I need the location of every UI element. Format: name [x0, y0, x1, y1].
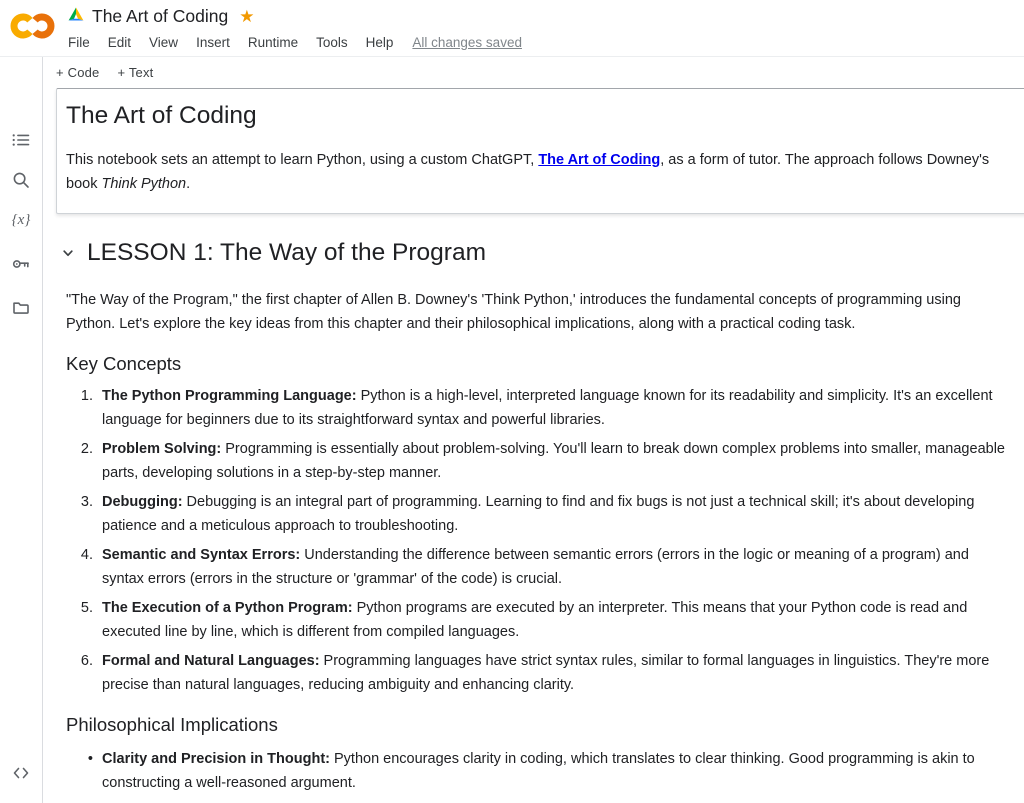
menu-view[interactable]: View [149, 35, 179, 50]
list-item [66, 491, 1010, 538]
lesson-intro-line2: Python. Let's explore the key ideas from this chapter and their philosophical implications, along with a practical coding task. [66, 315, 856, 332]
save-status[interactable]: All changes saved [412, 35, 522, 50]
intro-heading: The Art of Coding [66, 102, 257, 129]
list-item-label: Problem Solving: [102, 441, 222, 457]
list-item-label: Semantic and Syntax Errors: [102, 547, 301, 563]
markdown-cell-lesson1[interactable] [56, 236, 1010, 795]
menu-bar [62, 30, 522, 55]
files-icon[interactable] [12, 298, 30, 321]
list-item-label: Debugging: [102, 494, 183, 510]
add-code-button[interactable]: + Code [56, 65, 100, 80]
table-of-contents-icon[interactable] [12, 131, 31, 154]
list-item-text: Understanding the difference between semantic errors (errors in the logic or meaning of a program) and syntax errors (errors in the structure or 'grammar' of the code) is crucial. [102, 547, 969, 587]
list-item-text: Programming languages have strict syntax rules, similar to formal languages in linguistics. They're more precise than natural languages, reducing ambiguity and enhancing clarity. [102, 653, 990, 693]
list-item-label: Formal and Natural Languages: [102, 653, 320, 669]
list-item-text: Python is a high-level, interpreted language known for its readability and simplicity. It's an excellent language for beginners due to its straightforward syntax and powerful libraries. [102, 388, 993, 428]
menu-help[interactable]: Help [365, 35, 394, 50]
list-item-text: Debugging is an integral part of programming. Learning to find and fix bugs is not just a technical skill; it's about developing patience and a meticulous approach to troubleshooting. [102, 494, 975, 534]
title-row [62, 3, 522, 30]
intro-text-2: , as a form of tutor. The approach follows Downey's [660, 152, 990, 168]
bullet-glyph: • [87, 751, 93, 767]
key-concepts-list [66, 385, 1010, 697]
chevron-down-icon[interactable] [61, 246, 75, 260]
code-snippets-icon[interactable] [12, 764, 30, 787]
philosophical-list [66, 748, 1010, 795]
list-number: 4. [80, 547, 93, 563]
secrets-icon[interactable] [12, 255, 31, 278]
key-concepts-heading: Key Concepts [66, 353, 182, 374]
list-number: 1. [80, 388, 93, 404]
drive-icon [68, 7, 84, 26]
intro-paragraph [66, 149, 1007, 196]
list-number: 2. [80, 441, 93, 457]
menu-file[interactable]: File [68, 35, 90, 50]
list-number: 3. [80, 494, 93, 510]
list-item-label: Clarity and Precision in Thought: [102, 751, 330, 767]
list-item-label: The Python Programming Language: [102, 388, 357, 404]
list-item-label: The Execution of a Python Program: [102, 600, 353, 616]
lesson-intro-paragraph [66, 289, 1010, 336]
philosophical-heading: Philosophical Implications [66, 714, 278, 735]
intro-text-3: book [66, 175, 102, 192]
intro-text-4: . [186, 175, 191, 192]
list-number: 6. [80, 653, 93, 669]
list-item-text: Programming is essentially about problem-solving. You'll learn to break down complex problems into smaller, manageable parts, developing solutions in a step-by-step manner. [102, 441, 1005, 481]
art-of-coding-link[interactable]: The Art of Coding [538, 152, 661, 168]
add-text-button[interactable]: + Text [117, 65, 154, 80]
left-sidebar [0, 57, 43, 803]
list-item [66, 544, 1010, 591]
book-title-italic: Think Python [101, 175, 187, 192]
list-item [66, 748, 1010, 795]
lesson-heading-row [61, 236, 1010, 269]
lesson-intro-line1: "The Way of the Program," the first chapter of Allen B. Downey's 'Think Python,' introduces the fundamental concepts of programming using [66, 292, 961, 308]
list-item [66, 438, 1010, 485]
list-item [66, 597, 1010, 644]
search-icon[interactable] [12, 171, 30, 194]
menu-insert[interactable]: Insert [196, 35, 230, 50]
notebook-scroll-area [43, 88, 1024, 803]
list-item [66, 650, 1010, 697]
lesson-heading: LESSON 1: The Way of the Program [87, 238, 486, 266]
markdown-cell-intro[interactable] [56, 88, 1024, 214]
intro-text-1: This notebook sets an attempt to learn Python, using a custom ChatGPT, [66, 152, 539, 168]
menu-edit[interactable]: Edit [107, 35, 132, 50]
variables-icon[interactable]: {x} [11, 212, 31, 228]
list-item [66, 385, 1010, 432]
menu-tools[interactable]: Tools [316, 35, 348, 50]
colab-logo[interactable] [10, 13, 56, 44]
menu-runtime[interactable]: Runtime [247, 35, 299, 50]
title-block [62, 3, 522, 55]
app-header [0, 0, 1024, 57]
notebook-title[interactable]: The Art of Coding [92, 6, 229, 26]
star-icon[interactable]: ★ [239, 7, 255, 26]
list-number: 5. [80, 600, 93, 616]
list-item-text: Python encourages clarity in coding, which translates to clear thinking. Good programming is akin to constructing a well-reasoned argument. [102, 751, 975, 791]
list-item-text: Python programs are executed by an interpreter. This means that your Python code is read and executed line by line, which is different from compiled languages. [102, 600, 968, 640]
cell-toolbar [43, 57, 1024, 88]
